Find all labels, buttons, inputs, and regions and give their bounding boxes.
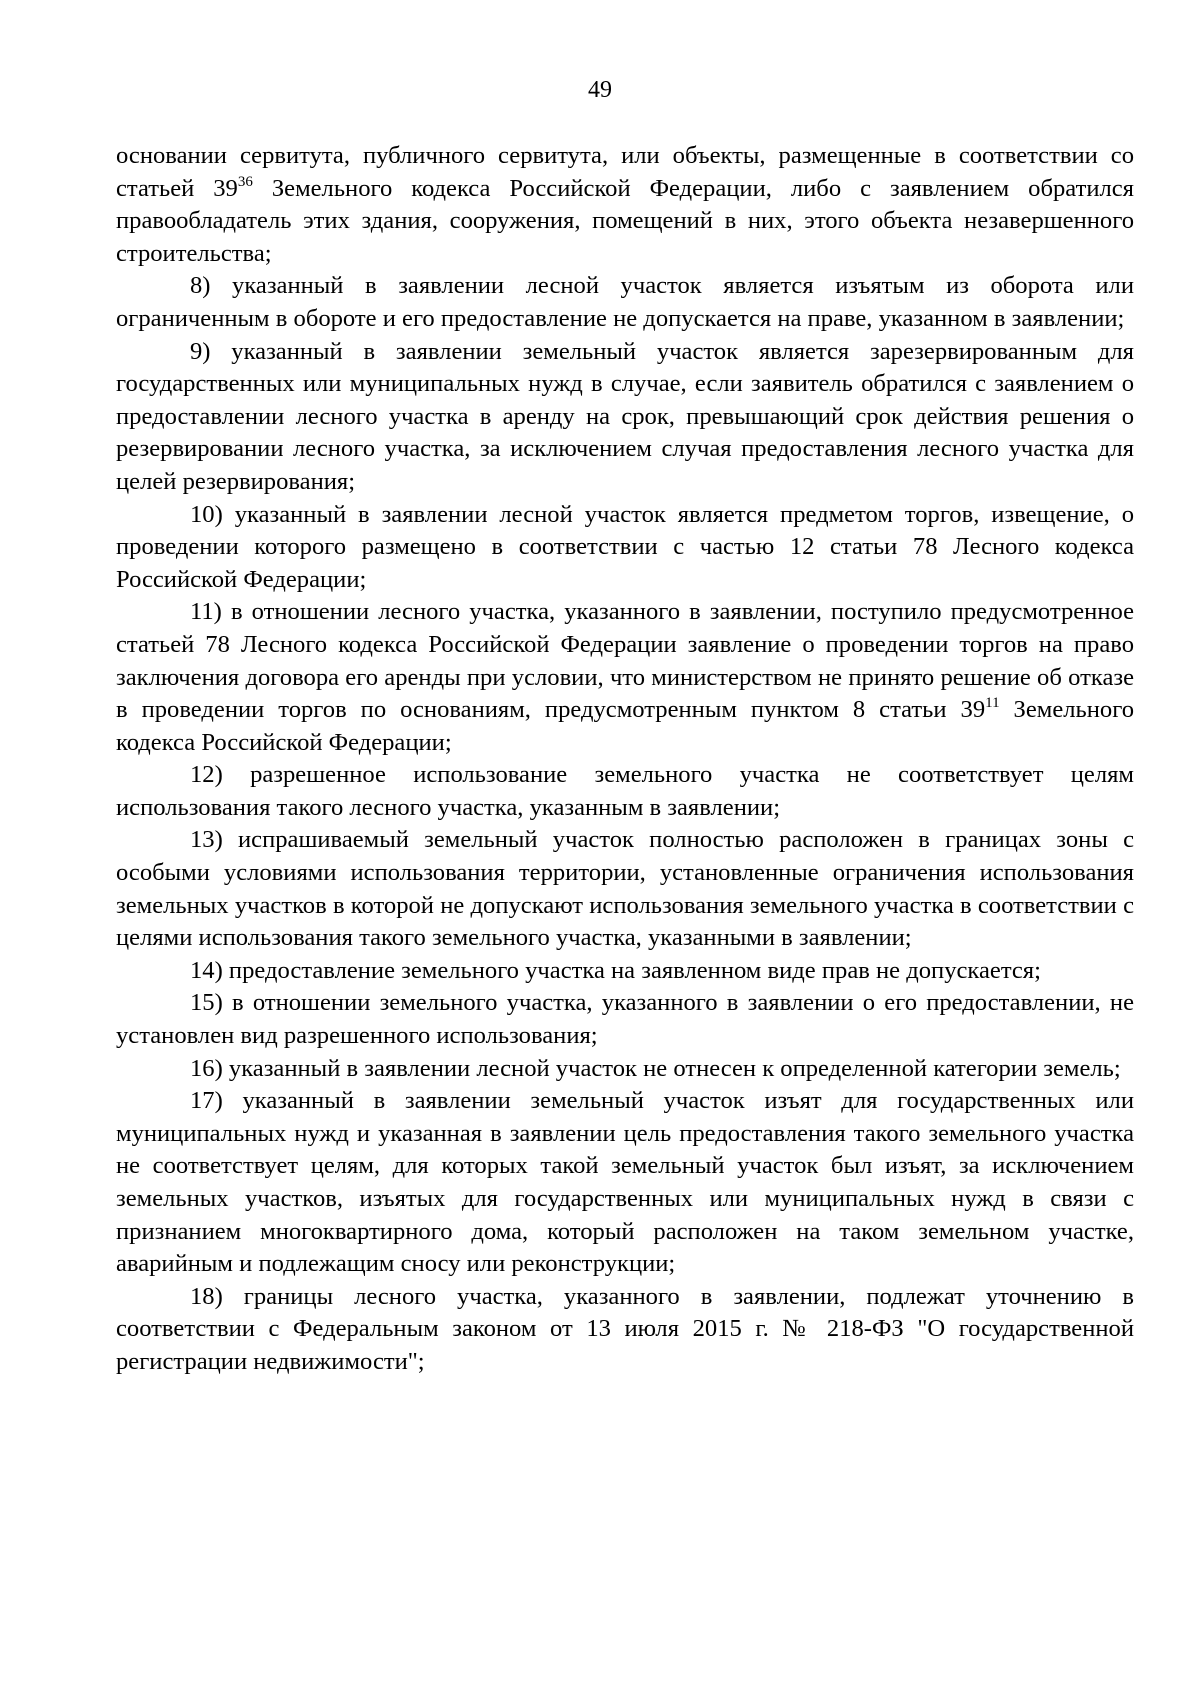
superscript-article-number: 11 bbox=[985, 695, 1000, 712]
paragraph-text: основании сервитута, публичного сервитута, или объекты, размещенные в соответствии со статьей 39 bbox=[116, 142, 1134, 202]
paragraph-text: Земельного кодекса Российской Федерации, либо с заявлением обратился правообладатель этих здания, сооружения, помещений в них, этого объекта незавершенного строительства; bbox=[116, 174, 1134, 267]
body-text bbox=[116, 140, 1134, 1379]
paragraph-text: 11) в отношении лесного участка, указанного в заявлении, поступило предусмотренное статьей 78 Лесного кодекса Российской Федерации заявление о проведении торгов на право заключения договора его аренды при условии, что министерством не принято решение об отказе в проведении торгов по основаниям, предусмотренным пунктом 8 статьи 39 bbox=[116, 598, 1134, 724]
list-item-11 bbox=[116, 596, 1134, 759]
list-item-17: 17) указанный в заявлении земельный участок изъят для государственных или муниципальных нужд и указанная в заявлении цель предоставления такого земельного участка не соответствует целям, для которых такой земельный участок был изъят, за исключением земельных участков, изъятых для государственных или муниципальных нужд в связи с признанием многоквартирного дома, который расположен на таком земельном участке, аварийным и подлежащим сносу или реконструкции; bbox=[116, 1087, 1134, 1278]
paragraph-text: Земельного кодекса Российской Федерации; bbox=[116, 696, 1134, 756]
list-item-18: 18) границы лесного участка, указанного в заявлении, подлежат уточнению в соответствии с Федеральным законом от 13 июля 2015 г. № 218-ФЗ "О государственной регистрации недвижимости"; bbox=[116, 1282, 1134, 1375]
list-item-13: 13) испрашиваемый земельный участок полностью расположен в границах зоны с особыми условиями использования территории, установленные ограничения использования земельных участков в которой не допускают использования земельного участка в соответствии с целями использования такого земельного участка, указанными в заявлении; bbox=[116, 826, 1134, 952]
paragraph-continuation bbox=[116, 140, 1134, 270]
list-item-8: 8) указанный в заявлении лесной участок является изъятым из оборота или ограниченным в обороте и его предоставление не допускается на праве, указанном в заявлении; bbox=[116, 272, 1134, 332]
list-item-14: 14) предоставление земельного участка на заявленном виде прав не допускается; bbox=[190, 956, 1041, 984]
list-item-10: 10) указанный в заявлении лесной участок является предметом торгов, извещение, о проведении которого размещено в соответствии с частью 12 статьи 78 Лесного кодекса Российской Федерации; bbox=[116, 500, 1134, 593]
list-item-16: 16) указанный в заявлении лесной участок не отнесен к определенной категории земель; bbox=[190, 1054, 1121, 1082]
list-item-12: 12) разрешенное использование земельного участка не соответствует целям использования такого лесного участка, указанным в заявлении; bbox=[116, 761, 1134, 821]
list-item-9: 9) указанный в заявлении земельный участок является зарезервированным для государственных или муниципальных нужд в случае, если заявитель обратился с заявлением о предоставлении лесного участка в аренду на срок, превышающий срок действия решения о резервировании лесного участка, за исключением случая предоставления лесного участка для целей резервирования; bbox=[116, 337, 1134, 495]
superscript-article-number: 36 bbox=[237, 173, 253, 190]
page-number: 49 bbox=[588, 77, 612, 103]
list-item-15: 15) в отношении земельного участка, указанного в заявлении о его предоставлении, не установлен вид разрешенного использования; bbox=[116, 989, 1134, 1050]
